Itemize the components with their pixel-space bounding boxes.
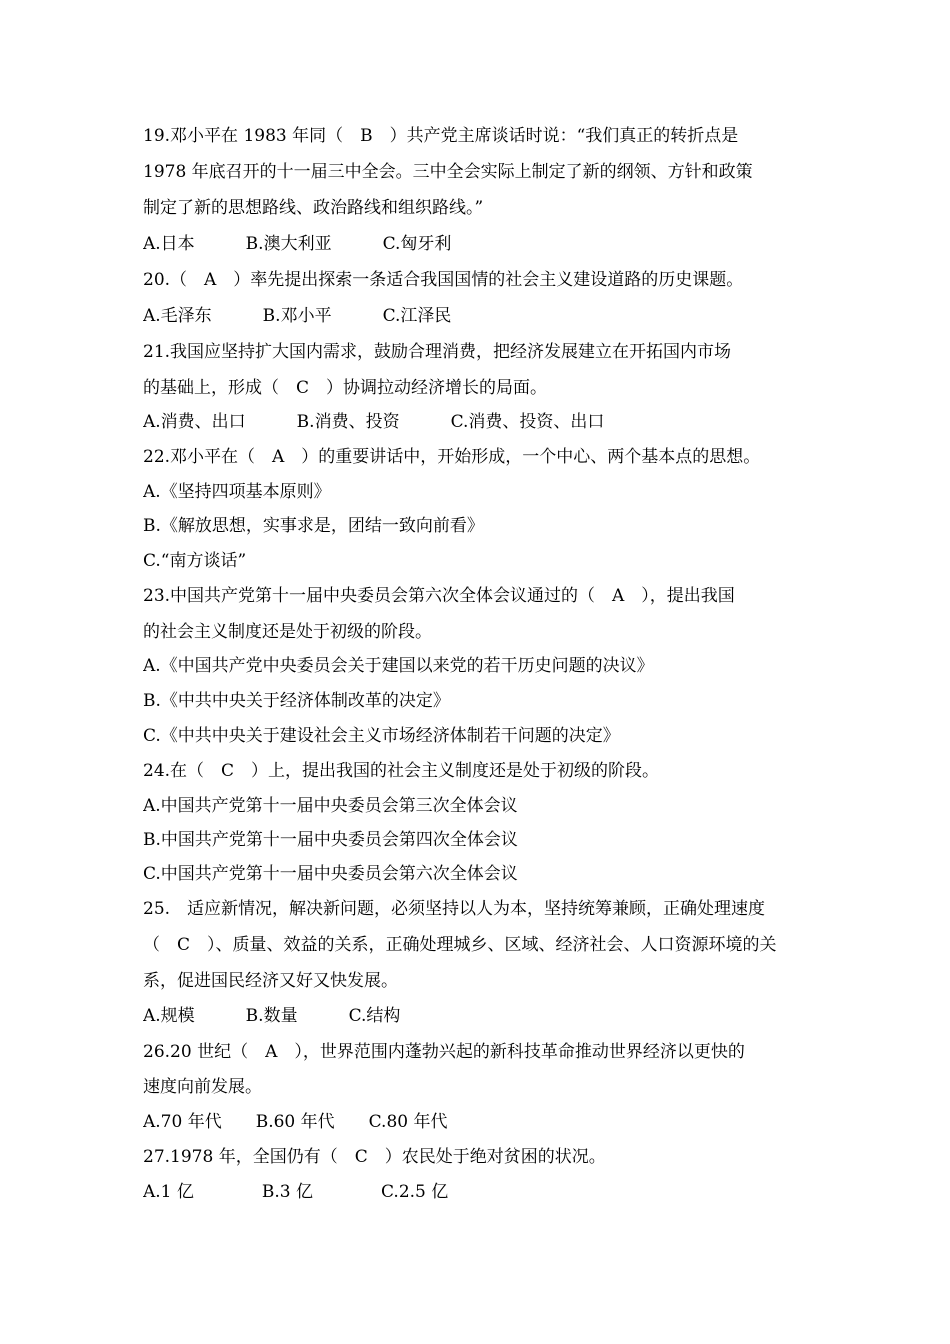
question-23-line-1: 23.中国共产党第十一届中央委员会第六次全体会议通过的（ A ），提出我国 [143, 586, 735, 606]
question-22-option-a: A.《坚持四项基本原则》 [143, 482, 331, 502]
question-24-line-1: 24.在（ C ）上，提出我国的社会主义制度还是处于初级的阶段。 [143, 761, 660, 781]
question-24-option-c: C.中国共产党第十一届中央委员会第六次全体会议 [143, 864, 518, 884]
question-22-line-1: 22.邓小平在（ A ）的重要讲话中，开始形成，一个中心、两个基本点的思想。 [143, 447, 761, 467]
question-23-option-c: C.《中共中央关于建设社会主义市场经济体制若干问题的决定》 [143, 726, 620, 746]
question-24-option-b: B.中国共产党第十一届中央委员会第四次全体会议 [143, 830, 518, 850]
question-26-options: A.70 年代 B.60 年代 C.80 年代 [143, 1112, 448, 1132]
question-21-line-1: 21.我国应坚持扩大国内需求，鼓励合理消费，把经济发展建立在开拓国内市场 [143, 342, 732, 362]
question-24-option-a: A.中国共产党第十一届中央委员会第三次全体会议 [143, 796, 518, 816]
question-25-line-2: （ C ）、质量、效益的关系，正确处理城乡、区域、经济社会、人口资源环境的关 [143, 935, 777, 955]
question-23-line-2: 的社会主义制度还是处于初级的阶段。 [143, 622, 432, 642]
question-19-options: A.日本 B.澳大利亚 C.匈牙利 [143, 234, 452, 254]
question-23-option-a: A.《中国共产党中央委员会关于建国以来党的若干历史问题的决议》 [143, 656, 654, 676]
question-21-options: A.消费、出口 B.消费、投资 C.消费、投资、出口 [143, 412, 605, 432]
question-22-option-c: C.“南方谈话” [143, 551, 247, 571]
question-25-line-3: 系，促进国民经济又好又快发展。 [143, 971, 398, 991]
question-27-options: A.1 亿 B.3 亿 C.2.5 亿 [143, 1182, 449, 1202]
question-25-line-1: 25. 适应新情况，解决新问题，必须坚持以人为本，坚持统筹兼顾，正确处理速度 [143, 899, 766, 919]
question-26-line-1: 26.20 世纪（ A ），世界范围内蓬勃兴起的新科技革命推动世界经济以更快的 [143, 1042, 745, 1062]
question-20-options: A.毛泽东 B.邓小平 C.江泽民 [143, 306, 452, 326]
question-20-line-1: 20.（ A ）率先提出探索一条适合我国国情的社会主义建设道路的历史课题。 [143, 270, 744, 290]
question-19-line-1: 19.邓小平在 1983 年同（ B ）共产党主席谈话时说：“我们真正的转折点是 [143, 126, 739, 146]
question-27-line-1: 27.1978 年，全国仍有（ C ）农民处于绝对贫困的状况。 [143, 1147, 606, 1167]
question-25-options: A.规模 B.数量 C.结构 [143, 1006, 401, 1026]
question-26-line-2: 速度向前发展。 [143, 1077, 262, 1097]
question-19-line-3: 制定了新的思想路线、政治路线和组织路线。” [143, 198, 484, 218]
question-21-line-2: 的基础上，形成（ C ）协调拉动经济增长的局面。 [143, 378, 548, 398]
question-22-option-b: B.《解放思想，实事求是，团结一致向前看》 [143, 516, 484, 536]
question-23-option-b: B.《中共中央关于经济体制改革的决定》 [143, 691, 450, 711]
question-19-line-2: 1978 年底召开的十一届三中全会。三中全会实际上制定了新的纲领、方针和政策 [143, 162, 753, 182]
